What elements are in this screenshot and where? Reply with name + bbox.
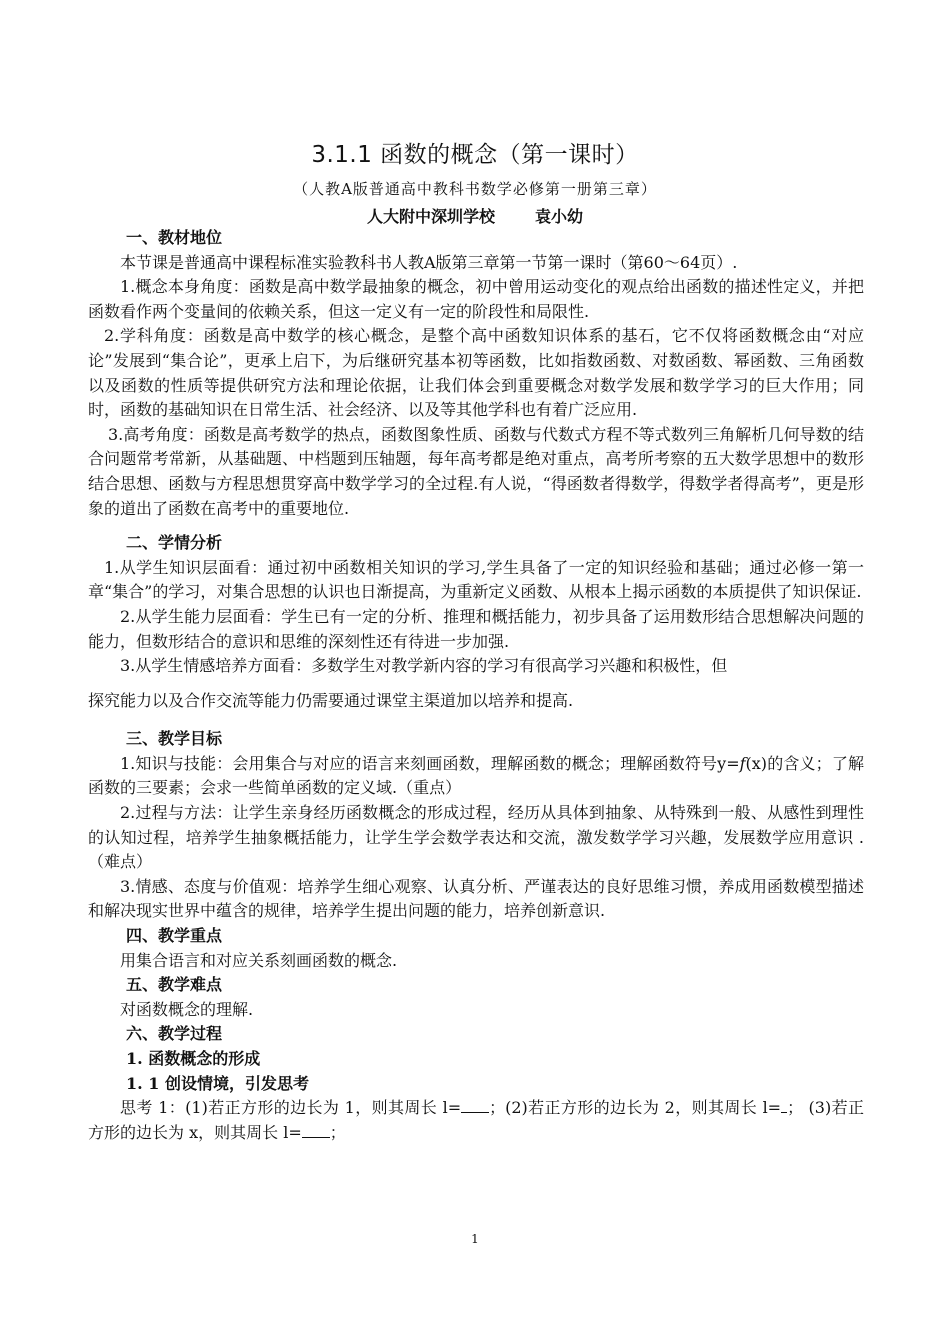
subsection-heading: 1. 函数概念的形成 [126, 1049, 261, 1068]
author-line [0, 204, 950, 227]
section-heading: 五、教学难点 [126, 975, 223, 995]
text-run: (x)的含义；了解函数的三要素；会求一些简单函数的定义域.（重点） [88, 753, 864, 798]
function-symbol: f [739, 753, 746, 773]
document-title: 3.1.1 函数的概念（第一课时） [311, 142, 639, 168]
section-heading: 三、教学目标 [126, 729, 223, 749]
section-heading: 四、教学重点 [126, 926, 223, 946]
document-subtitle: （人教A版普通高中教科书数学必修第一册第三章） [293, 180, 657, 198]
paragraph: 3.情感、态度与价值观：培养学生细心观察、认真分析、严谨表达的良好思维习惯，养成用函数模型描述和解决现实世界中蕴含的规律，培养学生提出问题的能力，培养创新意识. [88, 876, 864, 921]
school-name: 人大附中深圳学校 [366, 207, 495, 226]
paragraph: 2.过程与方法：让学生亲身经历函数概念的形成过程，经历从具体到抽象、从特殊到一般、从感性到理性的认知过程，培养学生抽象概括能力，让学生学会数学表达和交流，激发数学学习兴趣，发展数学应用意识 .（难点） [88, 803, 864, 872]
paragraph: 3.高考角度：函数是高考数学的热点，函数图象性质、函数与代数式方程不等式数列三角解析几何导数的结合问题常考常新，从基础题、中档题到压轴题，每年高考都是绝对重点，高考所考察的五大数学思想中的数形结合思想、函数与方程思想贯穿高中数学学习的全过程.有人说，“得函数者得数学，得数学者得高考”，更是形象的道出了函数在高考中的重要地位. [88, 424, 864, 518]
paragraph: 本节课是普通高中课程标准实验教科书人教A版第三章第一节第一课时（第60～64页）. [120, 252, 738, 272]
section-heading: 六、教学过程 [126, 1024, 223, 1044]
author-name: 袁小幼 [535, 207, 584, 226]
question-paragraph [88, 1096, 864, 1145]
text-run: ； (3)若正方形的边长为 x，则其周长 l= [88, 1098, 864, 1142]
section-heading: 一、教材地位 [126, 228, 223, 247]
text-run: ；(2)若正方形的边长为 2，则其周长 l= [489, 1098, 782, 1118]
paragraph: 1.概念本身角度：函数是高中数学最抽象的概念，初中曾用运动变化的观点给出函数的描述性定义，并把函数看作两个变量间的依赖关系，但这一定义有一定的阶段性和局限性. [88, 277, 864, 321]
paragraph: 2.学科角度：函数是高中数学的核心概念，是整个高中函数知识体系的基石，它不仅将函数概念由“对应论”发展到“集合论”，更承上启下，为后继研究基本初等函数，比如指数函数、对数函数、幂函数、三角函数以及函数的性质等提供研究方法和理论依据，让我们体会到重要概念对数学发展和数学学习的巨大作用；同时，函数的基础知识在日常生活、社会经济、以及等其他学科也有着广泛应用. [88, 326, 864, 420]
document-body [88, 226, 864, 1145]
fill-blank [461, 1098, 489, 1113]
paragraph: 3.从学生情感培养方面看：多数学生对教学新内容的学习有很高学习兴趣和积极性，但 [120, 656, 728, 676]
text-run: 1.知识与技能：会用集合与对应的语言来刻画函数，理解函数的概念；理解函数符号y= [120, 753, 740, 773]
paragraph: 对函数概念的理解. [120, 999, 254, 1019]
paragraph: 探究能力以及合作交流等能力仍需要通过课堂主渠道加以培养和提高. [88, 690, 574, 710]
text-run: ； [329, 1122, 346, 1142]
subsection-heading: 1. 1 创设情境，引发思考 [126, 1073, 309, 1093]
fill-blank [302, 1123, 330, 1138]
paragraph [88, 752, 864, 801]
text-run: 思考 1：(1)若正方形的边长为 1，则其周长 l= [120, 1098, 462, 1118]
page-number: 1 [471, 1232, 479, 1246]
paragraph: 2.从学生能力层面看：学生已有一定的分析、推理和概括能力，初步具备了运用数形结合思想解决问题的能力，但数形结合的意识和思维的深刻性还有待进一步加强. [88, 606, 864, 651]
section-heading: 二、学情分析 [126, 533, 223, 553]
paragraph: 用集合语言和对应关系刻画函数的概念. [120, 950, 398, 970]
paragraph: 1.从学生知识层面看：通过初中函数相关知识的学习,学生具备了一定的知识经验和基础；通过必修一第一章“集合”的学习，对集合思想的认识也日渐提高，为重新定义函数、从根本上揭示函数的本质提供了知识保证. [88, 557, 864, 602]
